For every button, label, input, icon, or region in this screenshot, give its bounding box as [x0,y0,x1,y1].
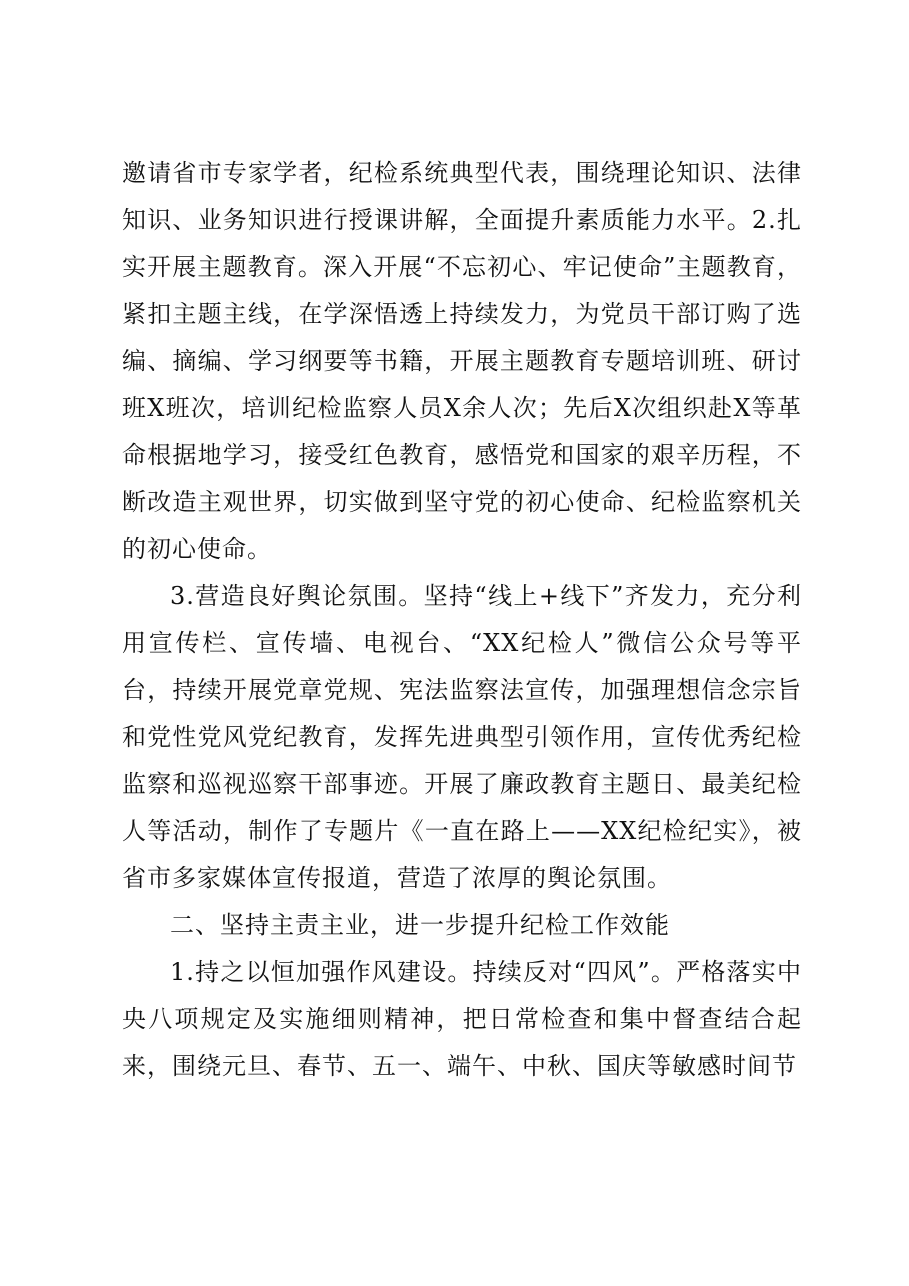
paragraph-work-style: 1.持之以恒加强作风建设。持续反对“四风”。严格落实中央八项规定及实施细则精神，把日常检查和集中督查结合起来，围绕元旦、春节、五一、端午、中秋、国庆等敏感时间节 [122,958,802,1080]
paragraph-public-opinion: 3.营造良好舆论氛围。坚持“线上+线下”齐发力，充分利用宣传栏、宣传墙、电视台、“XX纪检人”微信公众号等平台，持续开展党章党规、宪法监察法宣传，加强理想信念宗旨和党性党风党纪教育，发挥先进典型引领作用，宣传优秀纪检监察和巡视巡察干部事迹。开展了廉政教育主题日、最美纪检人等活动，制作了专题片《一直在路上——XX纪检纪实》，被省市多家媒体宣传报道，营造了浓厚的舆论氛围。 [122,582,802,892]
document-body [122,150,802,1090]
paragraph-continuation: 邀请省市专家学者，纪检系统典型代表，围绕理论知识、法律知识、业务知识进行授课讲解，全面提升素质能力水平。2.扎实开展主题教育。深入开展“不忘初心、牢记使命”主题教育，紧扣主题主线，在学深悟透上持续发力，为党员干部订购了选编、摘编、学习纲要等书籍，开展主题教育专题培训班、研讨班X班次，培训纪检监察人员X余人次；先后X次组织赴X等革命根据地学习，接受红色教育，感悟党和国家的艰辛历程，不断改造主观世界，切实做到坚守党的初心使命、纪检监察机关的初心使命。 [122,159,802,563]
section-heading: 二、坚持主责主业，进一步提升纪检工作效能 [170,911,670,939]
